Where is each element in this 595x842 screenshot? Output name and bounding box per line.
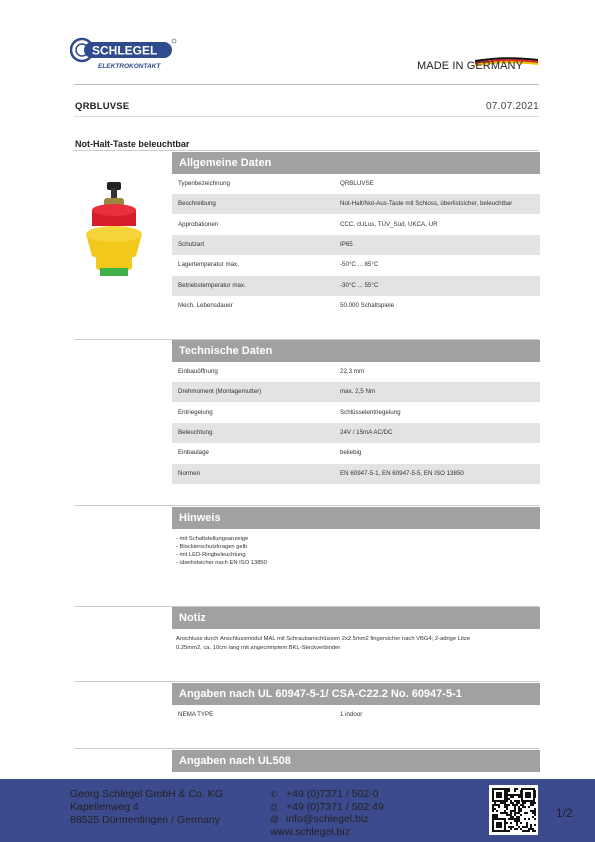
table-row — [172, 423, 540, 443]
company-name: Georg Schlegel GmbH & Co. KG — [70, 788, 223, 800]
fax-icon: ⎙ — [270, 801, 278, 812]
row-key: NEMA TYPE — [178, 711, 214, 718]
table-row — [172, 215, 540, 235]
document-date: 07.07.2021 — [485, 101, 539, 112]
row-value: EN 60947-5-1, EN 60947-5-5, EN ISO 13850 — [340, 469, 464, 477]
street: Kapellenweg 4 — [70, 801, 139, 813]
city: 88525 Dürmentingen / Germany — [70, 814, 220, 826]
table-row — [172, 382, 540, 402]
table-row — [172, 255, 540, 275]
phone-icon: ✆ — [270, 789, 278, 799]
table-row — [172, 362, 540, 382]
row-value: QRBLUVSE — [340, 180, 374, 187]
row-value: IP65 — [340, 240, 353, 248]
divider — [74, 116, 539, 117]
row-key: Betriebstemperatur max. — [178, 281, 246, 289]
section-header-ul508: Angaben nach UL508 — [172, 750, 540, 772]
table-row — [172, 464, 540, 484]
row-value: 50.000 Schaltspiele — [340, 301, 395, 309]
list-item: - mit LED-Ringbeleuchtung — [176, 552, 246, 558]
row-value: beliebig — [340, 449, 362, 457]
row-key: Normen — [178, 469, 201, 477]
section-divider — [74, 505, 539, 506]
row-key: Lagertemperatur max. — [178, 261, 239, 269]
table-row — [172, 174, 540, 194]
email-link[interactable]: info@schlegel.biz — [286, 813, 369, 825]
made-in-germany: MADE IN GERMANY — [417, 60, 524, 72]
row-value: -30°C ... 55°C — [340, 281, 379, 289]
section-header-allgemein: Allgemeine Daten — [172, 152, 540, 174]
list-item: - Blockierschutzkragen gelb — [176, 544, 248, 550]
row-value: 22,3 mm — [340, 368, 365, 375]
row-value: 1 indoor — [340, 711, 363, 718]
section-header-hinweis: Hinweis — [172, 507, 540, 529]
row-key: Mech. Lebensdauer — [178, 301, 233, 309]
row-key: Entriegelung — [178, 408, 213, 416]
notiz-text — [176, 635, 536, 653]
hinweis-list — [176, 535, 267, 567]
row-key: Drehmoment (Montagemutter) — [178, 388, 262, 396]
schlegel-logo — [70, 36, 180, 72]
row-key: Schutzart — [178, 240, 205, 248]
brand-sub-text: ELEKTROKONTAKT — [98, 63, 161, 70]
product-image — [74, 178, 154, 282]
table-row — [172, 276, 540, 296]
list-item: - überlistsicher nach EN ISO 13850 — [176, 560, 267, 566]
section-header-notiz: Notiz — [172, 607, 540, 629]
product-code: QRBLUVSE — [75, 101, 130, 112]
footer-address — [70, 788, 223, 827]
section-divider — [74, 748, 539, 749]
row-value: Not-Halt/Not-Aus-Taste mit Schloss, überlistsicher, beleuchtbar — [340, 200, 513, 208]
section-divider — [74, 681, 539, 682]
table-row — [172, 403, 540, 423]
fax-number: +49 (0)7371 / 502 49 — [286, 800, 384, 813]
qr-code[interactable] — [489, 785, 538, 835]
product-title: Not-Halt-Taste beleuchtbar — [75, 139, 190, 149]
page-number: 1/2 — [556, 806, 573, 820]
table-row — [172, 194, 540, 214]
row-key: Beschreibung — [178, 200, 216, 208]
row-value: -50°C ... 85°C — [340, 261, 379, 269]
row-value: Schlüsselentriegelung — [340, 408, 401, 416]
section-header-ul: Angaben nach UL 60947-5-1/ CSA-C22.2 No. 60947-5-1 — [172, 683, 540, 705]
row-value: CCC, cULus, TÜV_Süd, UKCA, UR — [340, 220, 438, 228]
brand-text: SCHLEGEL — [92, 43, 158, 58]
list-item: - mit Schaltstellungsanzeige — [176, 536, 249, 542]
email-icon: @ — [270, 814, 280, 824]
table-row — [172, 296, 540, 316]
notiz-line: 0.25mm2, ca. 10cm lang mit angecrimptem BKL-Steckverbinder — [176, 645, 341, 651]
row-key: Einbaulage — [178, 449, 209, 457]
web-link[interactable]: www.schlegel.biz — [270, 825, 350, 838]
table-row — [172, 443, 540, 463]
section-header-technisch: Technische Daten — [172, 340, 540, 362]
section-divider — [74, 150, 539, 151]
divider — [74, 84, 539, 85]
row-key: Einbauöffnung — [178, 368, 218, 375]
footer-contact — [270, 788, 384, 838]
table-row — [172, 705, 540, 725]
row-key: Approbationen — [178, 220, 219, 228]
row-key: Typenbezeichnung — [178, 180, 230, 187]
row-value: 24V / 15mA AC/DC — [340, 428, 393, 436]
table-row — [172, 235, 540, 255]
row-key: Beleuchtung — [178, 428, 213, 436]
row-value: max. 2,5 Nm — [340, 388, 376, 396]
phone-number[interactable]: +49 (0)7371 / 502-0 — [286, 788, 379, 800]
notiz-line: Anschluss durch Anschlussmodul MAL mit Schraubanschlüssen 2x2,5mm2 fingersicher nach VBG4; 2-adrige Litze — [176, 636, 470, 642]
